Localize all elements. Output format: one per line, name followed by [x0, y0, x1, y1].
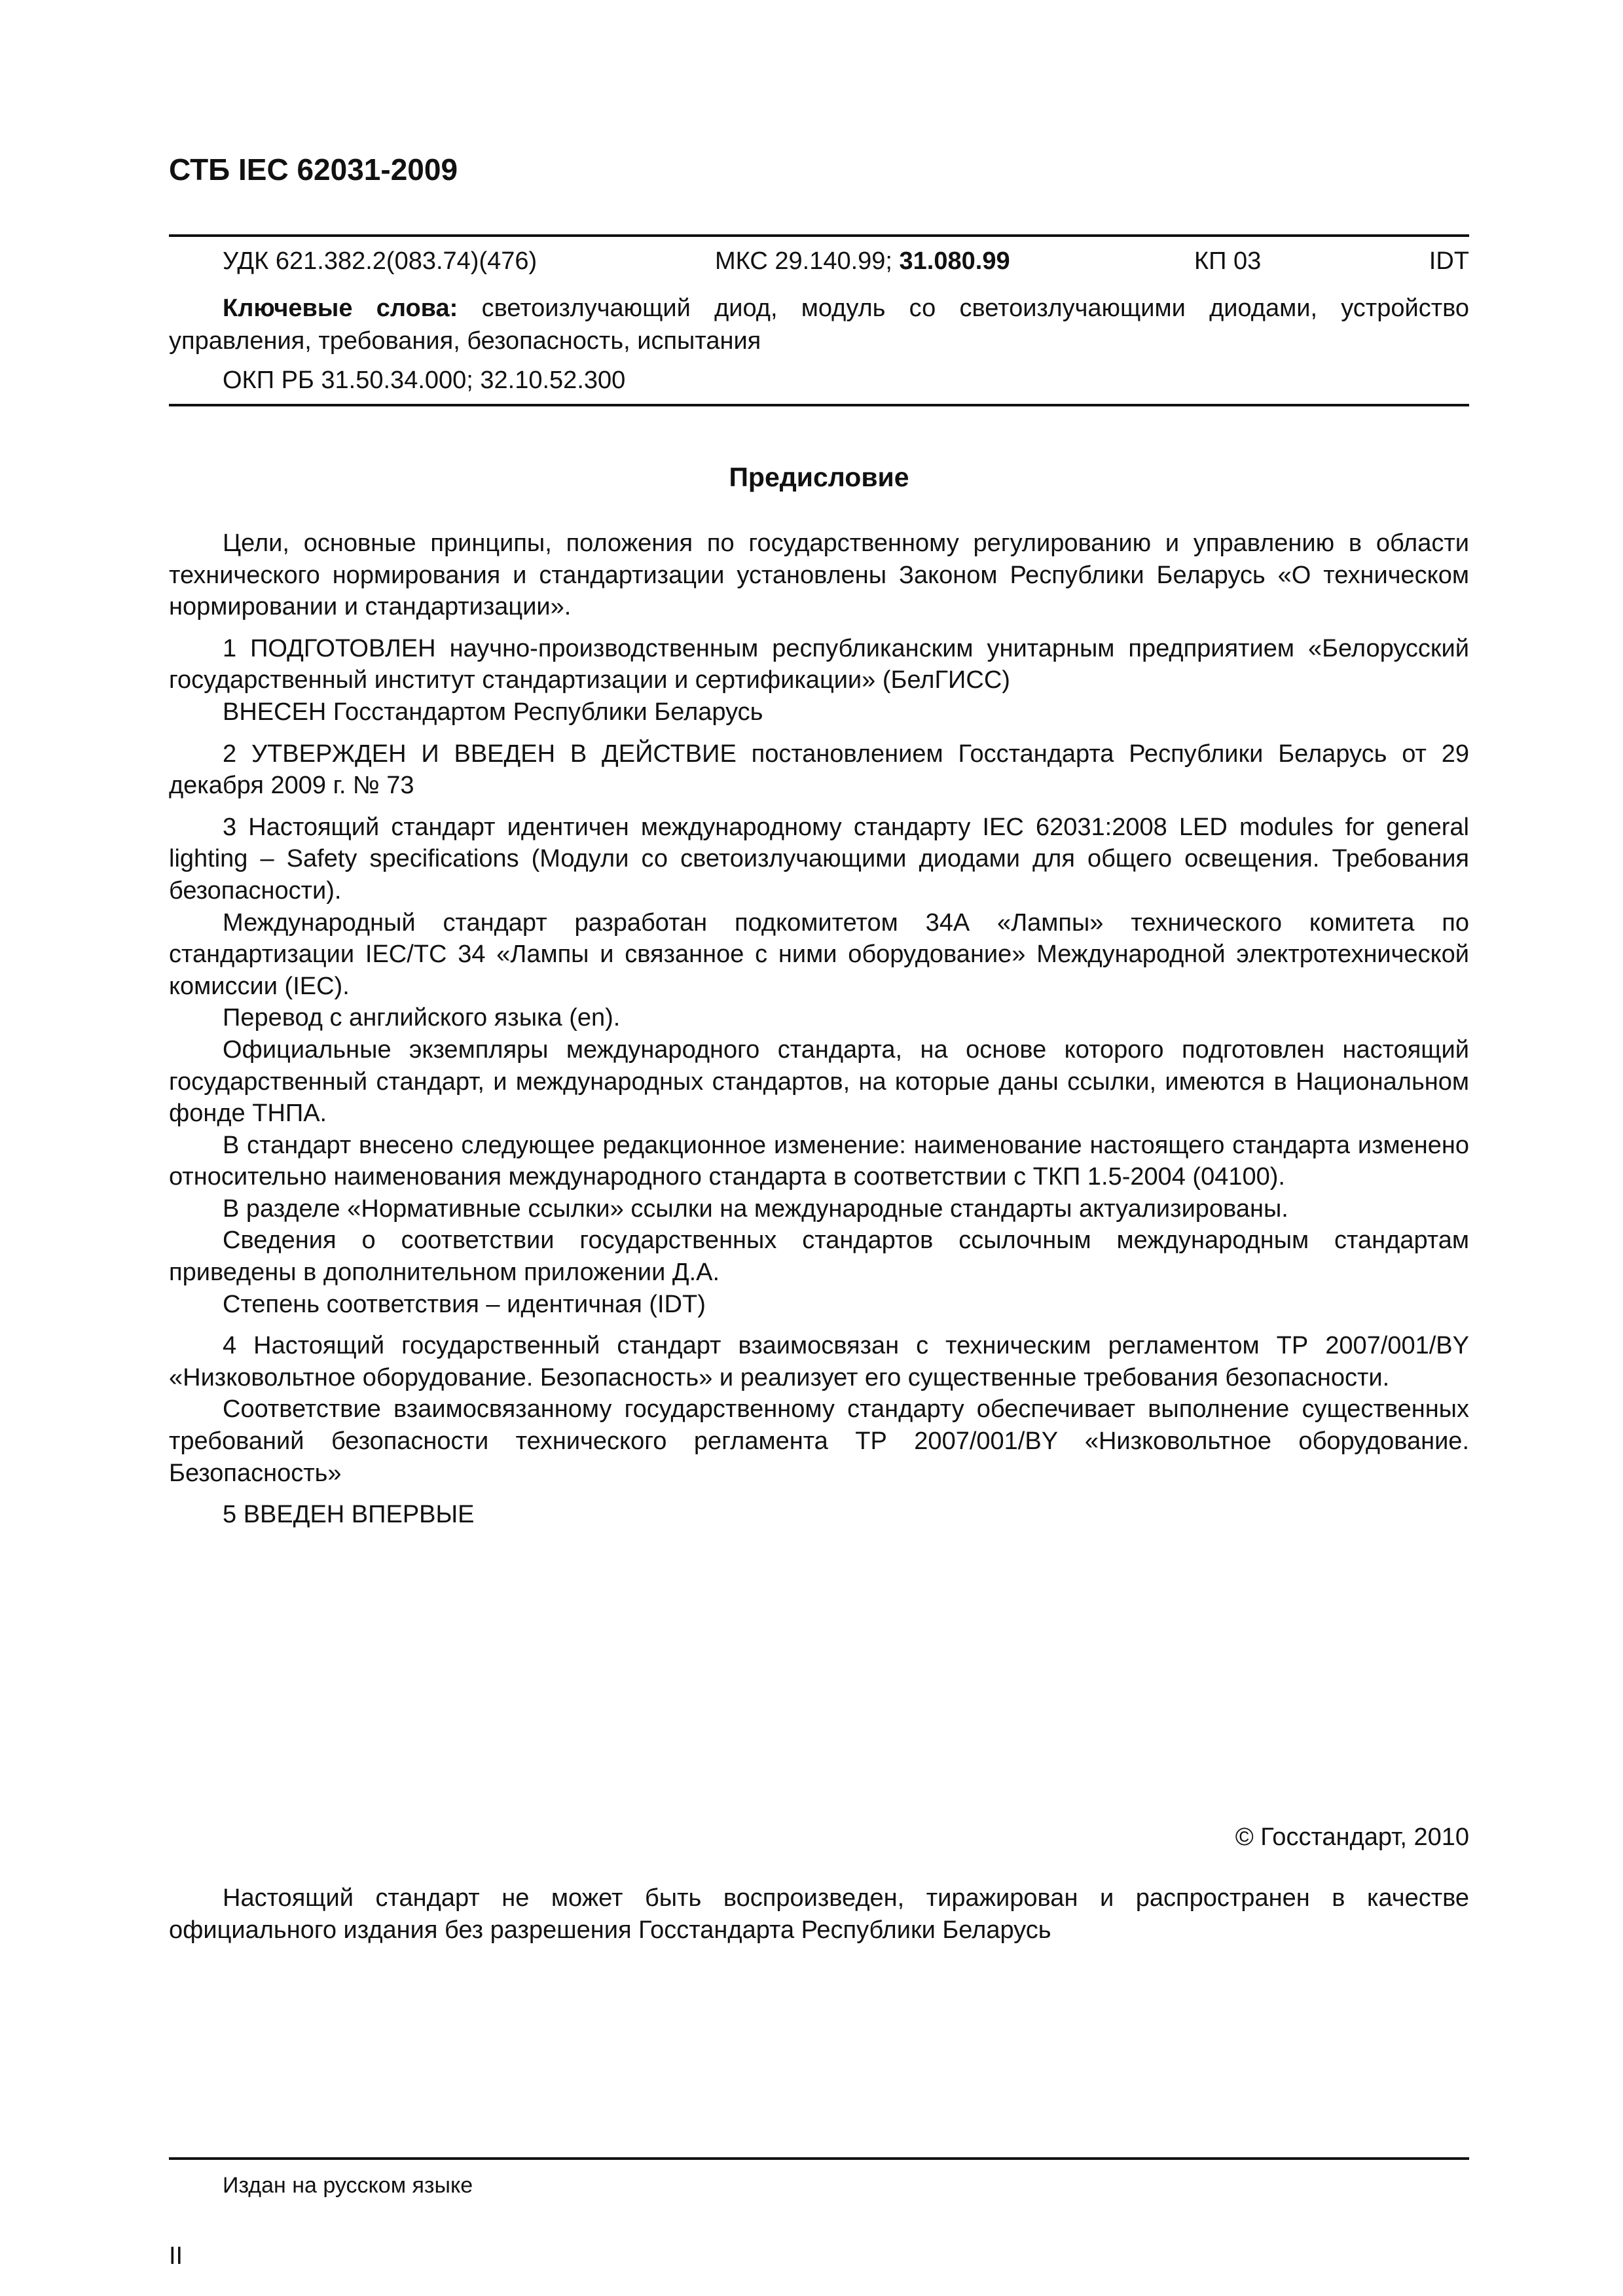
keywords [169, 292, 1469, 357]
preface-paragraph: 2 УТВЕРЖДЕН И ВВЕДЕН В ДЕЙСТВИЕ постановлением Госстандарта Республики Беларусь от 29 декабря 2009 г. № 73 [169, 740, 1469, 800]
udk-code: УДК 621.382.2(083.74)(476) [223, 247, 538, 275]
preface-paragraph: В разделе «Нормативные ссылки» ссылки на международные стандарты актуализированы. [223, 1194, 1288, 1223]
preface-paragraph: 3 Настоящий стандарт идентичен международному стандарту IEC 62031:2008 LED modules for general lighting – Safety specifications (Модули со светоизлучающими диодами для общего освещения. Требования безопасности). [169, 813, 1469, 905]
mks-code [715, 247, 1010, 276]
document-code: СТБ IEC 62031-2009 [169, 152, 458, 187]
idt-code: IDT [1429, 247, 1469, 275]
preface-body [169, 528, 1469, 1531]
keywords-text: светоизлучающий диод, модуль со светоизлучающими диодами, устройство управления, требования, безопасность, испытания [169, 295, 1470, 355]
keywords-label: Ключевые слова: [223, 295, 458, 322]
preface-title: Предисловие [729, 462, 909, 492]
preface-paragraph: Официальные экземпляры международного стандарта, на основе которого подготовлен настоящий государственный стандарт, и международных стандартов, на которые даны ссылки, имеются в Национальном фонде ТНПА. [169, 1035, 1469, 1128]
top-rule [169, 234, 1469, 237]
language-note: Издан на русском языке [223, 2173, 473, 2198]
classification-row [223, 247, 1469, 281]
preface-paragraph: Цели, основные принципы, положения по государственному регулированию и управлению в области технического нормирования и стандартизации установлены Законом Республики Беларусь «О техническом нормировании и стандартизации». [169, 529, 1469, 621]
preface-paragraph: В стандарт внесено следующее редакционное изменение: наименование настоящего стандарта изменено относительно наименования международного стандарта в соответствии с ТКП 1.5-2004 (04100). [169, 1131, 1469, 1191]
preface-paragraph: 5 ВВЕДЕН ВПЕРВЫЕ [223, 1501, 475, 1529]
preface-paragraph: 1 ПОДГОТОВЛЕН научно-производственным республиканским унитарным предприятием «Белорусский государственный институт стандартизации и сертификации» (БелГИСС) [169, 634, 1469, 694]
preface-paragraph: 4 Настоящий государственный стандарт взаимосвязан с техническим регламентом ТР 2007/001/BY «Низковольтное оборудование. Безопасность» и реализует его существенные требования безопасности. [169, 1332, 1469, 1391]
preface-paragraph: Степень соответствия – идентичная (IDT) [223, 1290, 706, 1318]
preface-paragraph: Сведения о соответствии государственных стандартов ссылочным международным стандартам приведены в дополнительном приложении Д.А. [169, 1227, 1469, 1287]
mks-prefix: МКС 29.140.99; [715, 247, 900, 275]
page-number: II [169, 2242, 183, 2270]
mks-bold-code: 31.080.99 [899, 247, 1010, 275]
preface-paragraph: Соответствие взаимосвязанному государственному стандарту обеспечивает выполнение существенных требований безопасности технического регламента ТР 2007/001/BY «Низковольтное оборудование. Безопасность» [169, 1395, 1469, 1487]
preface-paragraph: Перевод с английского языка (en). [223, 1004, 621, 1032]
okp-code: ОКП РБ 31.50.34.000; 32.10.52.300 [223, 367, 626, 394]
reproduction-notice: Настоящий стандарт не может быть воспроизведен, тиражирован и распространен в качестве официального издания без разрешения Госстандарта Республики Беларусь [169, 1884, 1469, 1944]
preface-paragraph: ВНЕСЕН Госстандартом Республики Беларусь [223, 698, 763, 726]
copyright: © Госстандарт, 2010 [1235, 1823, 1469, 1851]
footer-rule [169, 2157, 1469, 2160]
meta-bottom-rule [169, 404, 1469, 406]
preface-paragraph: Международный стандарт разработан подкомитетом 34А «Лампы» технического комитета по стандартизации IEC/TC 34 «Лампы и связанное с ними оборудование» Международной электротехнической комиссии (IEC). [169, 908, 1469, 1000]
kp-code: КП 03 [1194, 247, 1262, 275]
